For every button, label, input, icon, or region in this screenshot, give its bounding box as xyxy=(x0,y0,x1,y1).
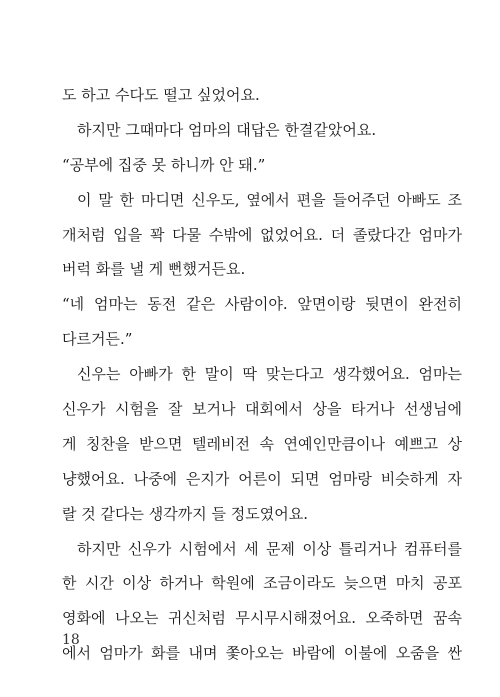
text-line: “네 엄마는 동전 같은 사람이야. 앞면이랑 뒷면이 완전히 xyxy=(62,295,462,314)
text-line: 냥했어요. 나중에 은지가 어른이 되면 엄마랑 비슷하게 자 xyxy=(62,469,462,488)
text-line: 하지만 그때마다 엄마의 대답은 한결같았어요. xyxy=(77,120,377,139)
text-line: 도 하고 수다도 떨고 싶었어요. xyxy=(62,86,260,104)
text-line: 신우는 아빠가 한 말이 딱 맞는다고 생각했어요. 엄마는 xyxy=(77,365,462,384)
text-line: 에서 엄마가 화를 내며 쫓아오는 바람에 이불에 오줌을 싼 xyxy=(62,644,462,663)
text-line: 한 시간 이상 하거나 학원에 조금이라도 늦으면 마치 공포 xyxy=(62,574,462,593)
text-line: 랄 것 같다는 생각까지 들 정도였어요. xyxy=(62,504,308,523)
text-line: 개처럼 입을 꽉 다물 수밖에 없었어요. 더 졸랐다간 엄마가 xyxy=(62,225,462,244)
text-line: 신우가 시험을 잘 보거나 대회에서 상을 타거나 선생님에 xyxy=(62,400,462,419)
text-line: 하지만 신우가 시험에서 세 문제 이상 틀리거나 컴퓨터를 xyxy=(77,539,462,558)
body-text xyxy=(62,78,462,671)
page-number: 18 xyxy=(62,632,80,648)
text-line: 다르거든.” xyxy=(62,330,133,349)
text-line: 게 칭찬을 받으면 텔레비전 속 연예인만큼이나 예쁘고 상 xyxy=(62,434,462,453)
text-line: “공부에 집중 못 하니까 안 돼.” xyxy=(62,155,266,174)
text-line: 버럭 화를 낼 게 뻔했거든요. xyxy=(62,260,246,279)
text-line: 영화에 나오는 귀신처럼 무시무시해졌어요. 오죽하면 꿈속 xyxy=(62,609,462,628)
text-line: 이 말 한 마디면 신우도, 옆에서 편을 들어주던 아빠도 조 xyxy=(77,190,462,209)
